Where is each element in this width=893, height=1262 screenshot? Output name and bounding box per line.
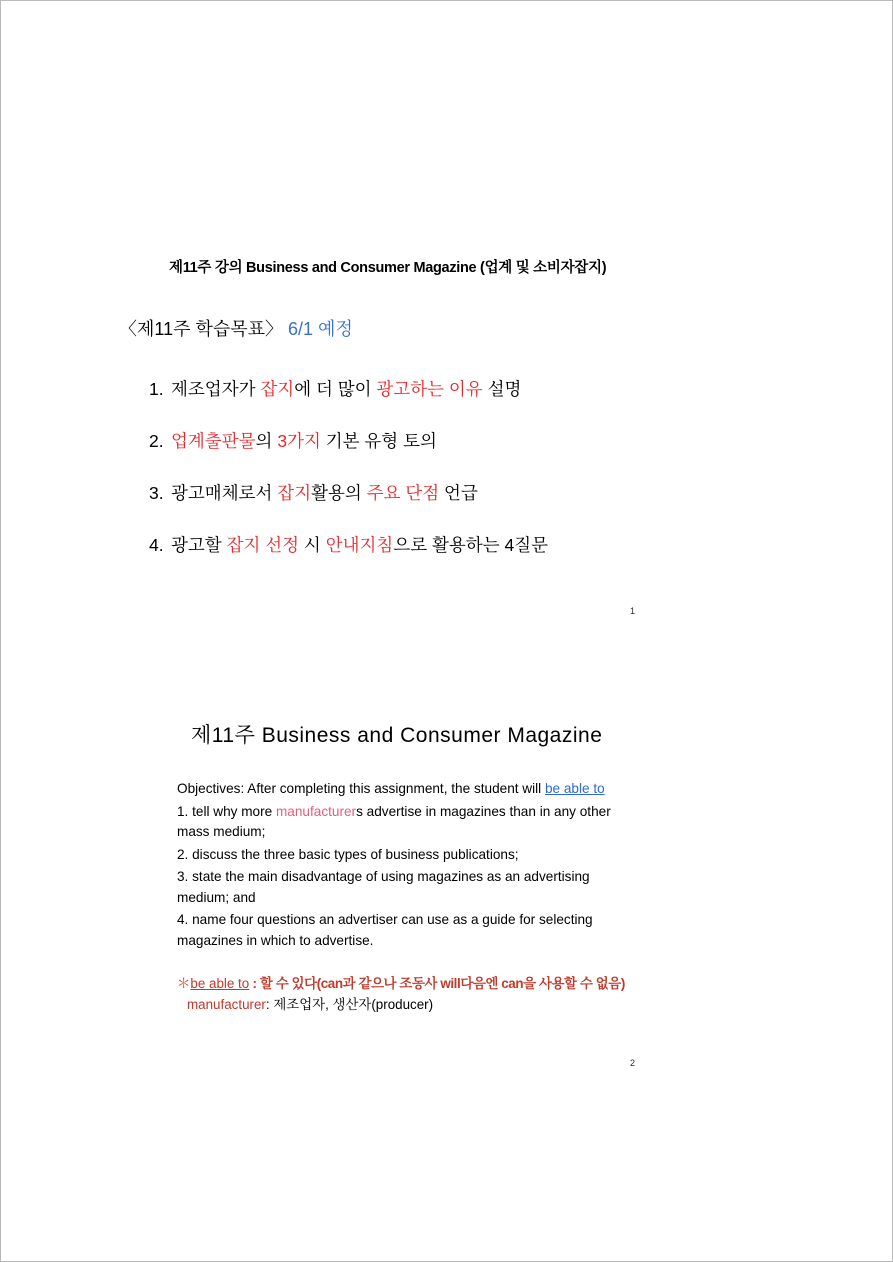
slide-1-title: 제11주 강의 Business and Consumer Magazine (업계 및 소비자잡지) <box>169 260 607 276</box>
list-item-text-3: 기본 유형 토의 <box>320 431 437 451</box>
objective-text-2: discuss the three basic types of business publications; <box>188 846 519 862</box>
list-item <box>149 415 779 467</box>
list-item-text-3: 안내지침 <box>325 535 394 555</box>
list-item-text-0: 제조업자가 <box>171 379 261 399</box>
objective-text-4: name four questions an advertiser can use as a guide for selecting magazines in which to advertise. <box>177 912 593 948</box>
objective-line-3 <box>177 867 639 908</box>
objective-line-4 <box>177 910 639 951</box>
note-term-be-able-to: be able to <box>190 976 250 991</box>
slide-2-page-number: 2 <box>630 1058 636 1068</box>
list-item-number: 4. <box>149 535 164 555</box>
list-item-text-4: 으로 활용하는 4질문 <box>393 535 549 555</box>
list-item-text-4: 언급 <box>439 483 478 503</box>
objectives-lead-text: Objectives: After completing this assignment, the student will <box>177 781 545 796</box>
objectives-lead-paragraph <box>177 779 639 800</box>
note-line-1 <box>177 973 647 994</box>
list-item-text-0: 업계출판물 <box>171 431 256 451</box>
asterisk-icon: ＊ <box>177 976 191 991</box>
objectives-header-date: 6/1 예정 <box>288 319 353 339</box>
list-item <box>149 467 779 519</box>
objective-line-1 <box>177 802 639 843</box>
note-gloss-1: : 할 수 있다 <box>249 976 317 991</box>
objective-text-3: state the main disadvantage of using magazines as an advertising medium; and <box>177 869 590 905</box>
objectives-lead-link: be able to <box>544 781 605 796</box>
list-item-number: 3. <box>149 483 164 503</box>
list-item-number: 1. <box>149 379 164 399</box>
list-item <box>149 519 779 571</box>
objectives-header-label: 〈제11주 학습목표〉 <box>119 319 284 339</box>
objective-number-1: 1. <box>177 803 189 819</box>
objective-number-2: 2. <box>177 846 189 862</box>
slide-1-objective-list <box>149 363 779 571</box>
list-item-text-3: 주요 단점 <box>366 483 440 503</box>
list-item-text-2: 3가지 <box>277 431 321 451</box>
objective-line-2 <box>177 845 639 866</box>
slide-1 <box>119 256 779 571</box>
list-item-text-1: 의 <box>255 431 278 451</box>
list-item-text-2: 에 더 많이 <box>294 379 377 399</box>
list-item <box>149 363 779 415</box>
list-item-text-2: 활용의 <box>311 483 367 503</box>
slide-1-objectives-header <box>119 315 779 341</box>
objective-text-1b: manufacturer <box>275 803 357 819</box>
objective-number-3: 3. <box>177 869 189 884</box>
list-item-text-3: 광고하는 이유 <box>376 379 483 399</box>
slide-2-title: 제11주 Business and Consumer Magazine <box>191 724 603 747</box>
slide-2-vocabulary-note <box>177 973 647 1015</box>
slide-2-objectives <box>177 779 639 951</box>
list-item-text-1: 잡지 <box>260 379 295 399</box>
note-line-2 <box>187 994 647 1015</box>
objective-text-1c: s advertise in magazines than in any other mass medium; <box>177 803 611 839</box>
note-paren-1: (can과 같으나 조동사 will다음엔 can을 사용할 수 없음) <box>316 976 625 991</box>
slide-1-page-number: 1 <box>630 606 636 616</box>
list-item-text-1: 잡지 <box>277 483 312 503</box>
objective-text-1a: tell why more <box>188 803 276 819</box>
list-item-text-2: 시 <box>299 535 326 555</box>
list-item-text-0: 광고할 <box>171 535 227 555</box>
note-term-manufacturer: manufacturer <box>187 997 266 1012</box>
list-item-text-1: 잡지 선정 <box>226 535 300 555</box>
slide-2 <box>177 719 777 1015</box>
note-gloss-2: : 제조업자, 생산자(producer) <box>265 997 434 1012</box>
list-item-text-4: 설명 <box>482 379 522 399</box>
objective-number-4: 4. <box>177 912 189 927</box>
list-item-text-0: 광고매체로서 <box>171 483 278 503</box>
list-item-number: 2. <box>149 431 164 451</box>
